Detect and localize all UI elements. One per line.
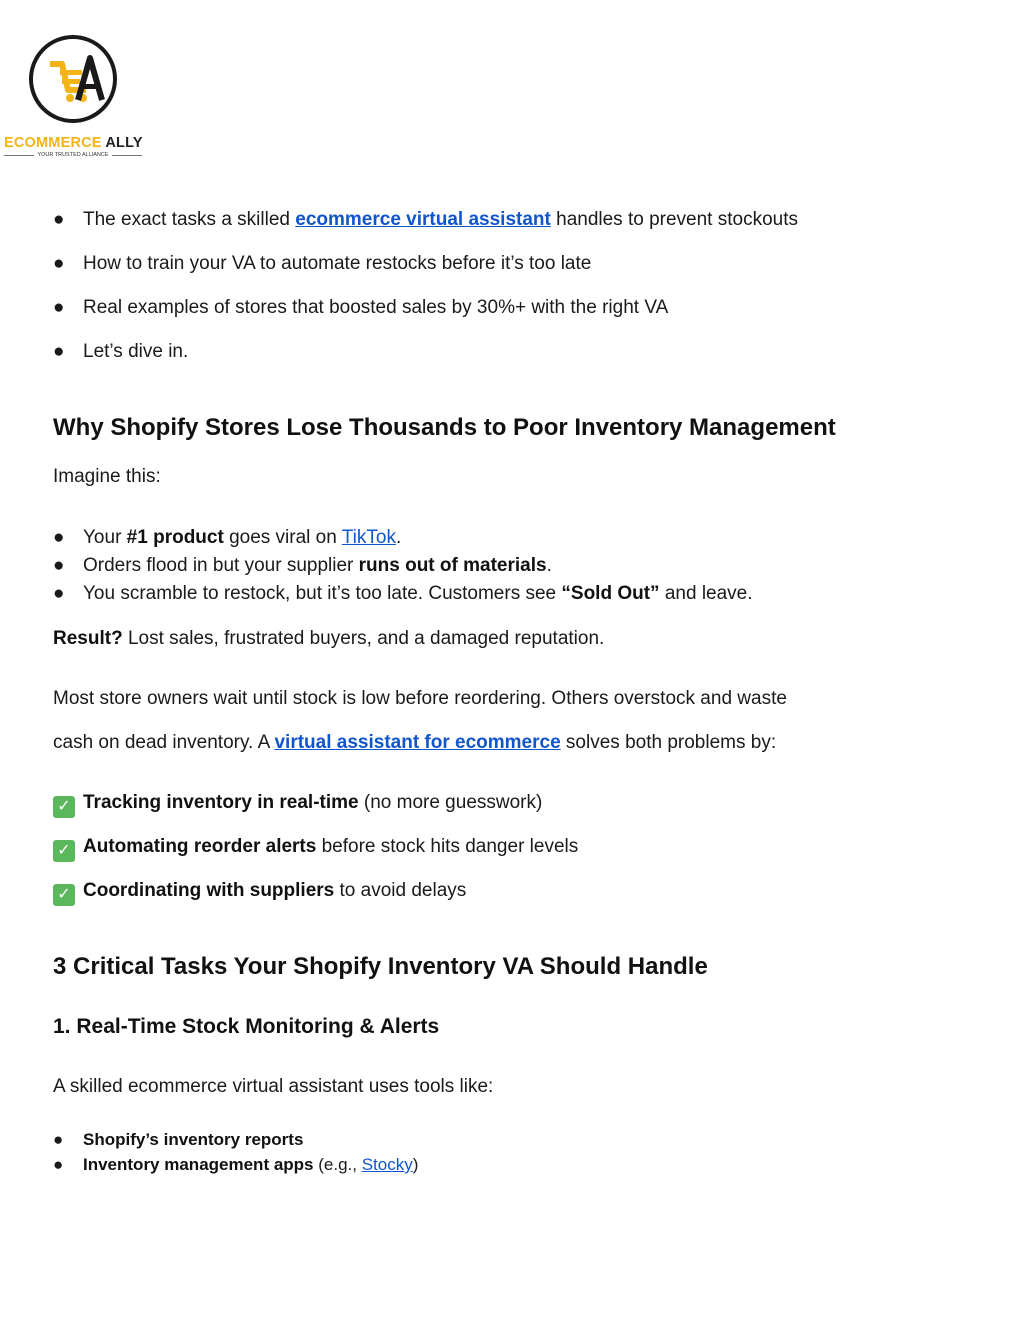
check-mark-icon: ✓ bbox=[53, 796, 75, 818]
scenario-3-bold: “Sold Out” bbox=[561, 583, 660, 604]
bullet-icon: ● bbox=[53, 341, 65, 362]
check-3-rest: to avoid delays bbox=[334, 880, 467, 901]
brand-name bbox=[4, 135, 144, 151]
scenario-1-text-b: goes viral on bbox=[223, 527, 342, 548]
tagline-rule-right bbox=[112, 155, 142, 156]
section1-heading: Why Shopify Stores Lose Thousands to Poor Inventory Management bbox=[53, 414, 836, 441]
scenario-2-text-a: Orders flood in but your supplier bbox=[83, 555, 359, 576]
intro-bullet-4-text: Let’s dive in. bbox=[83, 341, 189, 362]
para-line-2-pre: cash on dead inventory. A bbox=[53, 732, 275, 753]
intro-bullet-2-text: How to train your VA to automate restocks before it’s too late bbox=[83, 253, 592, 274]
check-2-rest: before stock hits danger levels bbox=[316, 836, 579, 857]
tools-2-pre: (e.g., bbox=[313, 1155, 362, 1174]
stocky-link[interactable]: Stocky bbox=[361, 1155, 413, 1174]
ecommerce-virtual-assistant-link[interactable]: ecommerce virtual assistant bbox=[295, 209, 551, 230]
bullet-icon: ● bbox=[53, 209, 65, 230]
scenario-1-text-c: . bbox=[395, 527, 402, 548]
brand-name-part2: ALLY bbox=[105, 135, 143, 151]
scenario-3-text-b: and leave. bbox=[659, 583, 753, 604]
imagine-text: Imagine this: bbox=[53, 466, 161, 487]
scenario-3-text-a: You scramble to restock, but it’s too late. Customers see bbox=[83, 583, 562, 604]
check-1-rest: (no more guesswork) bbox=[358, 792, 543, 813]
bullet-icon: ● bbox=[53, 555, 65, 576]
check-item-2 bbox=[53, 835, 578, 862]
intro-bullet-1-post: handles to prevent stockouts bbox=[550, 209, 798, 230]
check-3-bold: Coordinating with suppliers bbox=[83, 880, 335, 901]
section2-intro: A skilled ecommerce virtual assistant uses tools like: bbox=[53, 1076, 494, 1097]
tools-2-post: ) bbox=[412, 1155, 419, 1174]
result-label: Result? bbox=[53, 628, 123, 649]
scenario-1-text-a: Your bbox=[83, 527, 127, 548]
bullet-icon: ● bbox=[53, 527, 65, 548]
check-2-bold: Automating reorder alerts bbox=[83, 836, 317, 857]
tools-2-bold: Inventory management apps bbox=[83, 1155, 314, 1174]
section2-subheading: 1. Real-Time Stock Monitoring & Alerts bbox=[53, 1015, 440, 1038]
bullet-icon: ● bbox=[53, 297, 65, 318]
check-1-bold: Tracking inventory in real-time bbox=[83, 792, 359, 813]
bullet-icon: ● bbox=[53, 583, 65, 604]
para-line-2-post: solves both problems by: bbox=[560, 732, 777, 753]
scenario-1-bold: #1 product bbox=[126, 527, 224, 548]
para-line-2 bbox=[53, 731, 776, 755]
intro-bullet-3-text: Real examples of stores that boosted sales by 30%+ with the right VA bbox=[83, 297, 669, 318]
result-line bbox=[53, 627, 604, 651]
brand-tagline bbox=[4, 152, 142, 158]
para-line-1: Most store owners wait until stock is low before reordering. Others overstock and waste bbox=[53, 688, 787, 709]
check-mark-icon: ✓ bbox=[53, 884, 75, 906]
check-mark-icon: ✓ bbox=[53, 840, 75, 862]
result-text: Lost sales, frustrated buyers, and a damaged reputation. bbox=[122, 628, 605, 649]
bullet-icon: ● bbox=[53, 1155, 64, 1174]
tiktok-link[interactable]: TikTok bbox=[341, 527, 396, 548]
intro-bullet-1-pre: The exact tasks a skilled bbox=[83, 209, 296, 230]
bullet-icon: ● bbox=[53, 1130, 64, 1149]
virtual-assistant-for-ecommerce-link[interactable]: virtual assistant for ecommerce bbox=[274, 732, 561, 753]
scenario-2-text-b: . bbox=[546, 555, 552, 576]
tagline-rule-left bbox=[4, 155, 34, 156]
check-item-1 bbox=[53, 791, 542, 818]
tools-1-bold: Shopify’s inventory reports bbox=[83, 1130, 304, 1149]
scenario-2-bold: runs out of materials bbox=[358, 555, 547, 576]
ecommerce-ally-logo-icon bbox=[28, 34, 118, 124]
section2-heading: 3 Critical Tasks Your Shopify Inventory VA Should Handle bbox=[53, 953, 708, 980]
check-item-3 bbox=[53, 879, 466, 906]
brand-name-part1: ECOMMERCE bbox=[4, 135, 102, 151]
bullet-icon: ● bbox=[53, 253, 65, 274]
tagline-text: YOUR TRUSTED ALLIANCE bbox=[37, 152, 109, 158]
